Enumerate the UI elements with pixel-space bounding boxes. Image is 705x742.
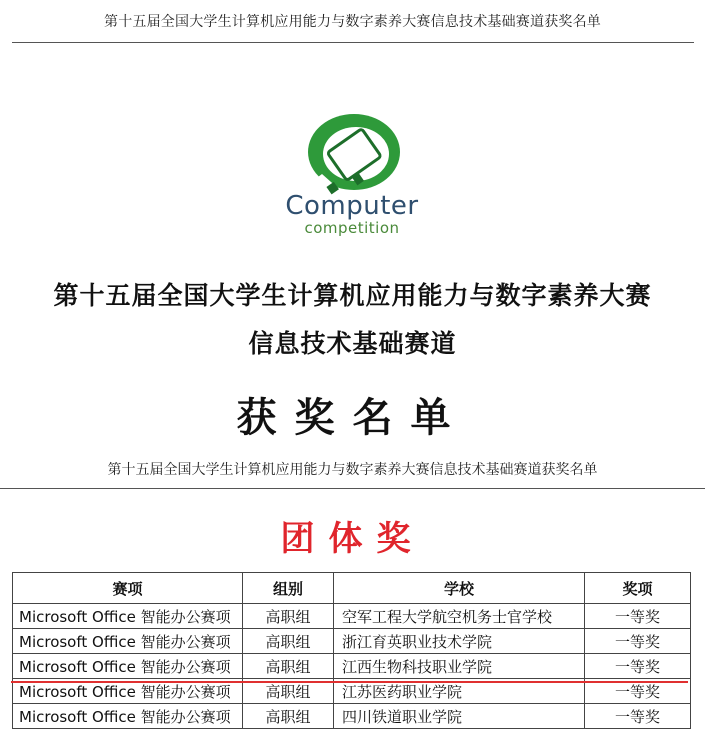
table-row bbox=[13, 604, 691, 629]
cell-group: 高职组 bbox=[243, 704, 334, 729]
highlight-underline bbox=[11, 681, 688, 683]
table-row-highlighted bbox=[13, 654, 691, 679]
cell-school: 浙江育英职业技术学院 bbox=[334, 629, 585, 654]
cell-event: Microsoft Office 智能办公赛项 bbox=[13, 654, 243, 679]
cell-award: 一等奖 bbox=[585, 679, 691, 704]
column-header-school: 学校 bbox=[334, 573, 585, 604]
award-list-title: 获奖名单 bbox=[236, 394, 469, 441]
table-row bbox=[13, 629, 691, 654]
cell-group: 高职组 bbox=[243, 654, 334, 679]
cell-school: 江苏医药职业学院 bbox=[334, 679, 585, 704]
cell-school: 四川铁道职业学院 bbox=[334, 704, 585, 729]
cell-event: Microsoft Office 智能办公赛项 bbox=[13, 629, 243, 654]
cell-event: Microsoft Office 智能办公赛项 bbox=[13, 679, 243, 704]
cell-school: 江西生物科技职业学院 bbox=[334, 654, 585, 679]
column-header-event: 赛项 bbox=[13, 573, 243, 604]
cell-award: 一等奖 bbox=[585, 654, 691, 679]
running-header: 第十五届全国大学生计算机应用能力与数字素养大赛信息技术基础赛道获奖名单 bbox=[104, 14, 601, 30]
document-caption: 第十五届全国大学生计算机应用能力与数字素养大赛信息技术基础赛道获奖名单 bbox=[107, 462, 598, 478]
cell-award: 一等奖 bbox=[585, 629, 691, 654]
section-title-team-award: 团体奖 bbox=[280, 519, 425, 559]
cell-event: Microsoft Office 智能办公赛项 bbox=[13, 704, 243, 729]
cell-group: 高职组 bbox=[243, 604, 334, 629]
cell-group: 高职组 bbox=[243, 629, 334, 654]
page-subtitle: 信息技术基础赛道 bbox=[248, 329, 457, 358]
caption-divider bbox=[0, 488, 705, 489]
award-table bbox=[12, 572, 691, 729]
header-divider bbox=[12, 42, 694, 43]
cell-event: Microsoft Office 智能办公赛项 bbox=[13, 604, 243, 629]
cell-school: 空军工程大学航空机务士官学校 bbox=[334, 604, 585, 629]
logo-wordmark: Computer bbox=[285, 191, 419, 221]
column-header-group: 组别 bbox=[243, 573, 334, 604]
column-header-award: 奖项 bbox=[585, 573, 691, 604]
cell-award: 一等奖 bbox=[585, 704, 691, 729]
table-row bbox=[13, 704, 691, 729]
cell-award: 一等奖 bbox=[585, 604, 691, 629]
logo-subtext: competition bbox=[304, 219, 400, 237]
page-title: 第十五届全国大学生计算机应用能力与数字素养大赛 bbox=[53, 281, 652, 310]
cell-group: 高职组 bbox=[243, 679, 334, 704]
table-header-row bbox=[13, 573, 691, 604]
